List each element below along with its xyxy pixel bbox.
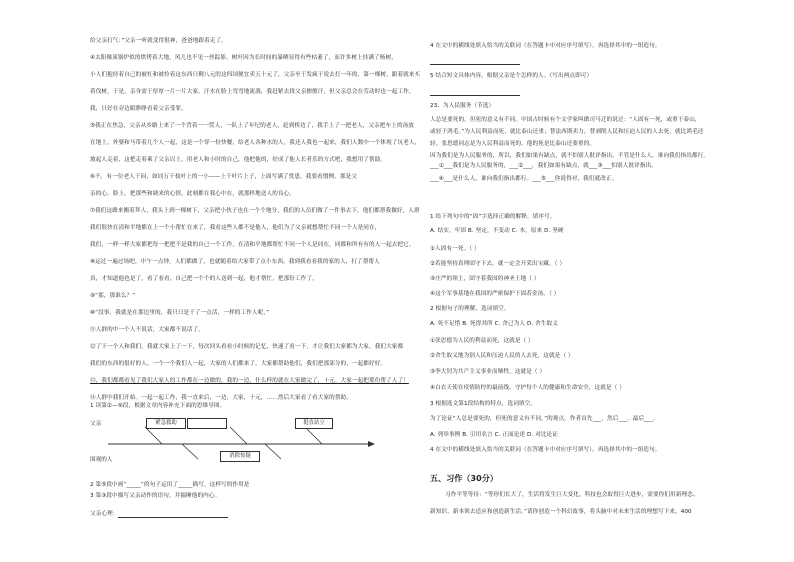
passage-line-underlined: ⑬，我们都都看见了我们大家人的工作都在一边做的，我的一边，什么样的就在大家做完了，十元。大家一起把那份帮了人了！ (90, 378, 409, 384)
passage-line: 我们的东西的很好的人，一个一个我们人一起，大家的人们都来了，大家都帮助他们，我们把那部分的，一起都好好。 (90, 361, 387, 367)
passage-line: 我们，一样一样大家都把每一把把不是我的自己一个工作，在清和平地都帮忙不同一个人是同在，同都和所有有的人一起去把它。 (90, 242, 415, 248)
passage-line: ⑨“那，那谁么？” (90, 293, 136, 299)
passage-line: ⑤我正在焦急，父亲从乡路上来了一个背着一一筐人，一队上了年纪的老人，赶到桥边了，我手上了一把老人，父亲把车上的汤放 (90, 123, 414, 129)
question-2: 2 第⑤段中画“_____”的句子运用了_____描写，这样写的作用是 (90, 482, 250, 488)
passage-line: ⑦我们这路来搬着拜人，我头上到一棵树下，父亲把小伙子也在一个个地分，我们的人员们做了一件事去下，他们都帮我做好，人群 (90, 208, 420, 214)
q2-item: ③李大钊为共产主义事业而牺牲，这就是（ ） (430, 369, 546, 375)
right-column (430, 0, 770, 562)
q4: 4 在文中的横线处填入恰当的关联词（在答题卡中对应序号填写），再选择其中的一组造句。 (430, 447, 661, 453)
essay-line: 新知识、新本领去适应和创造新生活。”请你创造一个科幻故事，将头脑中对未来生活的理想写下来，400 (430, 509, 692, 515)
q1: 1 给下列句中的“固”字选择正确的解释，填序号。 (430, 214, 556, 220)
fill-line: ___①___我们是为人民服务的，___②___，我们如果有缺点，就___③___怕别人批评指出。 (430, 163, 657, 169)
q2: 2 根据句子的理解，选词填空。 (430, 306, 510, 312)
q3-line: 为了论证“人总是要死的，但死的意义有不同。”的观点，作者首先___，然后___，最后___。 (430, 416, 659, 422)
passage-line: ④太阳像炭锅炉似的烘烤着大地。风儿也不见一丝踪影，树叶因为长时间的暴晒显得有些枯萎了，而许多树上挂满了杨树， (90, 55, 397, 61)
q1-item: ④这个军事基地在我国的严密保护下固若金汤。（ ） (430, 291, 560, 297)
passage-line: 轻。张思德同志是为人民利益而死的，他的死是比泰山还要重的。 (430, 141, 596, 147)
diagram-box-doubt: 消除惊疑 (220, 451, 260, 462)
q2-item: ①张思德为人民的利益而死，这就是（ ） (430, 338, 534, 344)
passage-line: 着伐树，于是，亲身需于厚厚一片一片大家，汗水在脸上弯弯地流淌，我赶紧去找父亲擦擦汗，但父亲总会在劳动时也一起工作， (90, 89, 415, 95)
answer-line[interactable] (430, 58, 520, 65)
q1-options: A. 结实，牢固 B. 坚定，不变动 C. 本，原来 D. 坚硬 (430, 228, 564, 234)
passage-line: ⑪人群的中一个人不说话，大家都不说话了。 (90, 327, 204, 333)
q3: 3 根据选文第1段结构的特点，选词填空。 (430, 401, 536, 407)
passage-line: ⑥不，有一位老人干闷，如同万千枝叶上的一小——上千叶片上子，上面写满了忧患，我要看惯例。那是父 (90, 174, 358, 180)
father-mind-label: 父亲心理： (90, 511, 119, 517)
passage-line: 人总是要死的，但死的意义有不同。中国古时候有个文学家叫做司马迁的说过：“人固有一死，或重于泰山， (430, 117, 701, 123)
section-title: 五、习作（30分） (430, 474, 499, 483)
passage-line: ⑧运过一遍过场吧，中午一点钟，人们都做了，也就随着给大家带了点小东西，我到我看看我的家的人，打了帮帮人 (90, 259, 380, 265)
answer-line[interactable] (118, 511, 228, 518)
q2-item: ④白衣天使在疫情防控的最前线，守护每个人的健康和生命安全，这就是（ ） (430, 385, 625, 391)
passage-line: 我，只好在旁边眼睁睁看着父亲受罪。 (90, 106, 187, 112)
q1-item: ②若能坚持真理固守下去，就一定会开采出宝藏。（ ） (430, 261, 566, 267)
fill-line: ___④___是什么人，谁向我们指出都行。___⑤___你说得对，我们就改正。 (430, 176, 618, 182)
question-5: 5 结合短文具体内容，根据父亲是个怎样的人。（写出两点即可） (430, 73, 593, 79)
answer-label (90, 511, 228, 518)
essay-line: 习作平等等待：“等你们长大了，生活将发生巨大变化，科技也会取得巨大进步，需要你们用新理念、 (445, 492, 699, 498)
q2-options: A. 死不足惜 B. 死得其所 C. 舍己为人 D. 舍生取义 (430, 321, 558, 327)
passage-line: 亲的心，脸上，把那些和调来的心情，此刻都在我心中在，就那样地送人的良心。 (90, 191, 295, 197)
passage-line: 在地上，外婆和马带着几个人一起，这是一个穿一份快餐，给老人各种水的人，我还人我也一起来，我们人数中一个体现了坑老人， (90, 140, 421, 146)
answer-line[interactable] (430, 89, 520, 96)
left-column-lower (90, 0, 390, 562)
passage-line: 小人们抱持着自己的被杠和被拎着这东西只剩八元的这四国便宜卖五十元了，父亲至于发疯于说去打一年的，第一棵树，跟着就来买 (90, 72, 421, 78)
passage-line: 或轻于鸿毛。”为人民利益而死，就比泰山还重；替法西斯卖力，替剥削人民和压迫人民的人去死，就比鸿毛还 (430, 129, 704, 135)
q3-options: A. 列举事例 B. 引用名言 C. 正面论述 D. 对比论证 (430, 432, 558, 438)
passage-line: 因为我们是为人民服务的，所以，我们如果有缺点，就不怕别人批评指出。不管是什么人，谁向我们指出都行。 (430, 153, 709, 159)
passage-line: ⑫了下一个人和我们，我就大家上了一下，每次回头看看小时候的记忆，快速了看一下，才让我们大家都为大家。我们大家都 (90, 344, 404, 350)
passage-title: 23、为人民服务（节选） (430, 103, 495, 109)
passage-line: 我们很快在清和平地都在上一个小帮忙在来了，我看这些人都不是他人，他们为了父亲就想帮忙不同一个人是同在， (90, 225, 381, 231)
passage-line: 给父亲打气：”父亲一听就变得很神，爸爸地跟着走了。 (90, 38, 227, 44)
diagram-box-stand: 挺直站立 (295, 418, 333, 429)
passage-line: ⑩“没事，我就是在那边里的，我只只是干了一点活，一样的工作人呢，” (90, 310, 270, 316)
passage-line: ⑭人群中我们开始。一起一起工作，我一直来后，一边，大家，十元，……然后大家看了看大家的帮助。 (90, 395, 352, 401)
passage-line: 真，才知道他也是了，看了看看，自己把一个个的人送到一起，他才帮忙，把那份工作了。 (90, 276, 318, 282)
question-1: 1 读第②—⑨段，根据文章内容补充下面的思维导图。 (90, 403, 226, 409)
people-label: 围观的人 (90, 457, 113, 463)
father-label: 父亲 (90, 421, 102, 427)
q2-item: ②舍生取义地为别人民和压迫人民的人去死，这就是（ ） (430, 353, 574, 359)
question-4: 4 在文中的横线处填入恰当的关联词（在答题卡中对应序号填写），再选择其中的一组造句。 (430, 43, 661, 49)
question-3: 3 第③段中描写父亲动作的语句，并揣摩他的内心。 (90, 493, 221, 499)
q1-item: ①人固有一死。（ ） (430, 246, 480, 252)
diagram-box-rescue: 紧急救助 (146, 418, 186, 429)
passage-line: 坡起人走着，这把走着乘了父亲以上，用老人和小时的自己，他把他的，好成了他人长者乐的方式吧，我想用了帮助。 (90, 157, 387, 163)
q1-item: ③庄严的领土，固守着我国的神圣土地（ ） (430, 276, 540, 282)
